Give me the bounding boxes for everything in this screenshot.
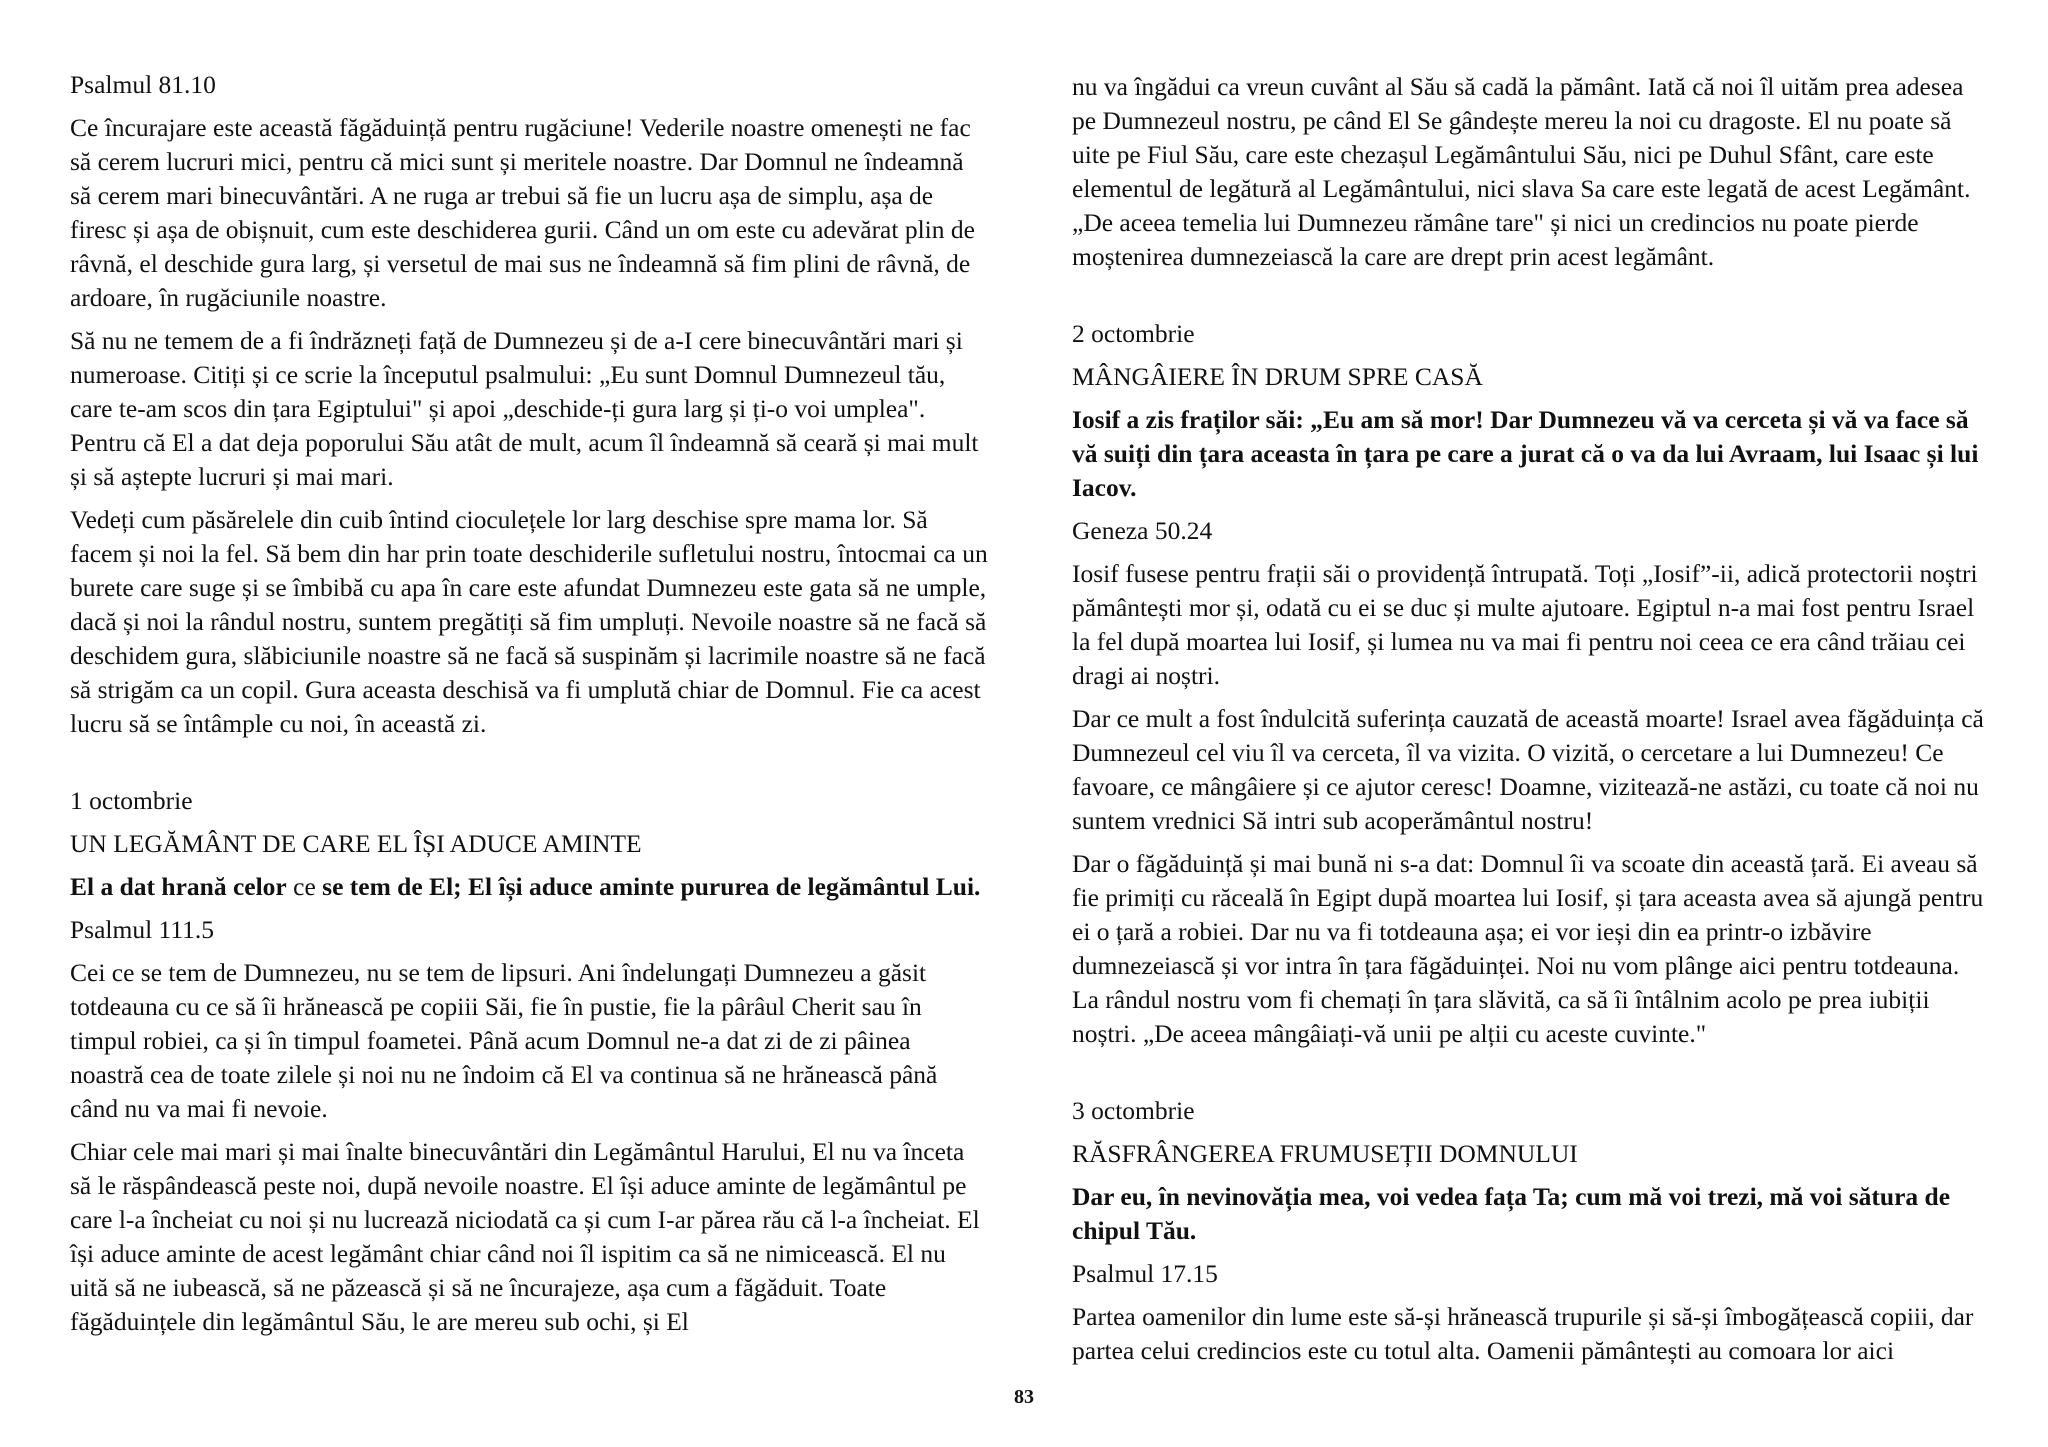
- section-title: UN LEGĂMÂNT DE CARE EL ÎȘI ADUCE AMINTE: [70, 829, 642, 858]
- left-column: [70, 68, 990, 1348]
- right-column: [1072, 70, 1992, 1377]
- page-number: 83: [1014, 1386, 1034, 1408]
- paragraph: Să nu ne temem de a fi îndrăzneți față de Dumnezeu și de a-I cere binecuvântări mari și numeroase. Citiți și ce scrie la începutul psalmului: „Eu sunt Domnul Dumnezeul tău, care te-am scos din țara Egiptului" și apoi „deschide-ți gura larg și ți-o voi umplea". Pentru că El a dat deja poporului Său atât de mult, acum îl îndeamnă să ceară și mai mult și să aștepte lucruri și mai mari.: [70, 326, 979, 491]
- section-date: 3 octombrie: [1072, 1096, 1195, 1125]
- section-date: 2 octombrie: [1072, 319, 1195, 348]
- section-verse: Dar eu, în nevinovăția mea, voi vedea fața Ta; cum mă voi trezi, mă voi sătura de chipul Tău.: [1072, 1182, 1951, 1245]
- section-title: MÂNGÂIERE ÎN DRUM SPRE CASĂ: [1072, 362, 1483, 391]
- paragraph: Chiar cele mai mari și mai înalte binecuvântări din Legământul Harului, El nu va înceta să le răspândească peste noi, după nevoile noastre. El își aduce aminte de legământul pe care l-a încheiat cu noi și nu lucrează niciodată ca și cum I-ar părea rău că l-a încheiat. El își aduce aminte de acest legământ chiar când noi îl ispitim ca să ne nimicească. El nu uită să ne iubească, să ne păzească și să ne încurajeze, așa cum a făgăduit. Toate făgăduințele din legământul Său, le are mereu sub ochi, și El: [70, 1137, 980, 1336]
- section-title: RĂSFRÂNGEREA FRUMUSEȚII DOMNULUI: [1072, 1139, 1578, 1168]
- verse-regular-part: ce: [286, 872, 323, 901]
- section-spacer: [1072, 283, 1992, 317]
- section-verse: Iosif a zis fraților săi: „Eu am să mor! Dar Dumnezeu vă va cerceta și vă va face să vă suiți din țara aceasta în țara pe care a jurat că o va da lui Avraam, lui Isaac și lui Iacov.: [1072, 405, 1979, 502]
- paragraph: Iosif fusese pentru frații săi o providență întrupată. Toți „Iosif”-ii, adică protectorii noștri pământești mor și, odată cu ei se duc și multe ajutoare. Egiptul n-a mai fost pentru Israel la fel după moartea lui Iosif, și lumea nu va mai fi pentru noi ceea ce era când trăiau cei dragi ai noștri.: [1072, 559, 1978, 690]
- section-date: 1 octombrie: [70, 786, 193, 815]
- scripture-reference: Psalmul 17.15: [1072, 1259, 1218, 1288]
- paragraph: Cei ce se tem de Dumnezeu, nu se tem de lipsuri. Ani îndelungați Dumnezeu a găsit totdeauna cu ce să îi hrănească pe copiii Săi, fie în pustie, fie la pârâul Cherit sau în timpul robiei, ca și în timpul foametei. Până acum Domnul ne-a dat zi de zi pâinea noastră cea de toate zilele și noi nu ne îndoim că El va continua să ne hrănească până când nu va mai fi nevoie.: [70, 958, 938, 1123]
- scripture-reference: Psalmul 111.5: [70, 915, 215, 944]
- paragraph: Vedeți cum păsărelele din cuib întind cioculețele lor larg deschise spre mama lor. Să facem și noi la fel. Să bem din har prin toate deschiderile sufletului nostru, întocmai ca un burete care suge și se îmbibă cu apa în care este afundat Dumnezeu este gata să ne umple, dacă și noi la rândul nostru, suntem pregătiți să fim umpluți. Nevoile noastre să ne facă să deschidem gura, slăbiciunile noastre să ne facă să suspinăm și lacrimile noastre să ne facă să strigăm ca un copil. Gura aceasta deschisă va fi umplută chiar de Domnul. Fie ca acest lucru să se întâmple cu noi, în această zi.: [70, 505, 988, 738]
- section-spacer: [1072, 1060, 1992, 1094]
- section-spacer: [70, 750, 990, 784]
- paragraph: nu va îngădui ca vreun cuvânt al Său să cadă la pământ. Iată că noi îl uităm prea adesea pe Dumnezeul nostru, pe când El Se gândește mereu la noi cu dragoste. El nu poate să uite pe Fiul Său, care este chezașul Legământului Său, nici pe Duhul Sfânt, care este elementul de legătură al Legământului, nici slava Sa care este legată de acest Legământ. „De aceea temelia lui Dumnezeu rămâne tare" și nici un credincios nu poate pierde moștenirea dumnezeiască la care are drept prin acest legământ.: [1072, 72, 1971, 271]
- paragraph: Dar ce mult a fost îndulcită suferința cauzată de această moarte! Israel avea făgăduința că Dumnezeul cel viu îl va cerceta, îl va vizita. O vizită, o cercetare a lui Dumnezeu! Ce favoare, ce mângâiere și ce ajutor ceresc! Doamne, vizitează-ne astăzi, cu toate că noi nu suntem vrednici Să intri sub acoperământul nostru!: [1072, 704, 1984, 835]
- section-verse: [70, 870, 990, 904]
- paragraph: Partea oamenilor din lume este să-și hrănească trupurile și să-și îmbogățească copiii, dar partea celui credincios este cu totul alta. Oamenii pământești au comoara lor aici: [1072, 1302, 1974, 1365]
- paragraph: Dar o făgăduință și mai bună ni s-a dat: Domnul îi va scoate din această țară. Ei aveau să fie primiți cu răceală în Egipt după moartea lui Iosif, și țara aceasta avea să ajungă pentru ei o țară a robiei. Dar nu va fi totdeauna așa; ei vor ieși din ea printr-o izbăvire dumnezeiască și vor intra în țara făgăduinței. Noi nu vom plânge aici pentru totdeauna. La rândul nostru vom fi chemați în țara slăvită, ca să îi întâlnim acolo pe prea iubiții noștri. „De aceea mângâiați-vă unii pe alții cu aceste cuvinte.": [1072, 849, 1984, 1048]
- scripture-reference: Geneza 50.24: [1072, 516, 1213, 545]
- scripture-reference: Psalmul 81.10: [70, 70, 216, 99]
- paragraph: Ce încurajare este această făgăduință pentru rugăciune! Vederile noastre omenești ne fac să cerem lucruri mici, pentru că mici sunt și meritele noastre. Dar Domnul ne îndeamnă să cerem mari binecuvântări. A ne ruga ar trebui să fie un lucru așa de simplu, așa de firesc și așa de obișnuit, cum este deschiderea gurii. Când un om este cu adevărat plin de râvnă, el deschide gura larg, și versetul de mai sus ne îndeamnă să fim plini de râvnă, de ardoare, în rugăciunile noastre.: [70, 113, 975, 312]
- verse-bold-part: se tem de El; El își aduce aminte pururea de legământul Lui.: [322, 872, 981, 901]
- verse-bold-part: El a dat hrană celor: [70, 872, 287, 901]
